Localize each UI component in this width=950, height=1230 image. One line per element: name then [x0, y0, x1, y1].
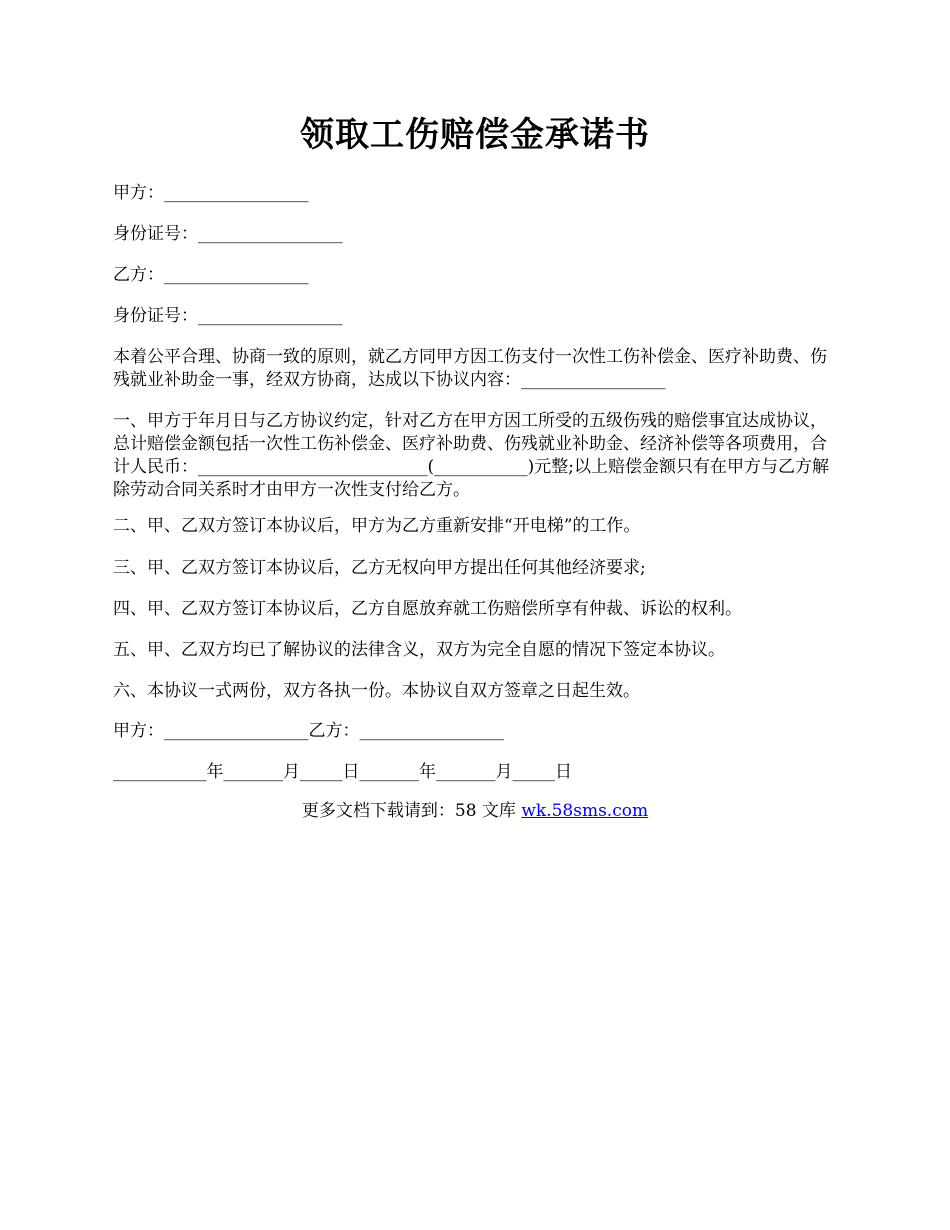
clause-3: 三、甲、乙双方签订本协议后，乙方无权向甲方提出任何其他经济要求;: [113, 558, 646, 578]
footer-link[interactable]: wk.58sms.com: [521, 801, 649, 821]
party-b-id-line: 身份证号：_________________: [113, 306, 343, 326]
clause-1: 一、甲方于年月日与乙方协议约定，针对乙方在甲方因工所受的五级伤残的赔偿事宜达成协议，总计赔偿金额包括一次性工伤补偿金、医疗补助费、伤残就业补助金、经济补偿等各项费用，合计人民币：___________________________(___________)元整;以上赔偿金额只有在甲方与乙方解除劳动合同关系时才由甲方一次性支付给乙方。: [113, 411, 829, 500]
footer-prefix: 更多文档下载请到：58 文库: [301, 801, 522, 821]
party-a-line: 甲方：_________________: [113, 183, 309, 203]
clause-2: 二、甲、乙双方签订本协议后，甲方为乙方重新安排“开电梯”的工作。: [113, 516, 641, 536]
party-a-id-line: 身份证号：_________________: [113, 224, 343, 244]
clause-4: 四、甲、乙双方签订本协议后，乙方自愿放弃就工伤赔偿所享有仲裁、诉讼的权利。: [113, 599, 742, 619]
date-line: ___________年_______月_____日_______年_______月_____日: [113, 762, 572, 782]
clause-5: 五、甲、乙双方均已了解协议的法律含义，双方为完全自愿的情况下签定本协议。: [113, 640, 725, 660]
signature-line: 甲方：_________________乙方：_________________: [113, 721, 504, 741]
intro-paragraph: 本着公平合理、协商一致的原则，就乙方同甲方因工伤支付一次性工伤补偿金、医疗补助费、伤残就业补助金一事，经双方协商，达成以下协议内容：_________________: [113, 347, 827, 390]
footer: [0, 800, 950, 823]
clause-6: 六、本协议一式两份，双方各执一份。本协议自双方签章之日起生效。: [113, 681, 640, 701]
document-title: 领取工伤赔偿金承诺书: [300, 115, 650, 155]
party-b-line: 乙方：_________________: [113, 265, 309, 285]
